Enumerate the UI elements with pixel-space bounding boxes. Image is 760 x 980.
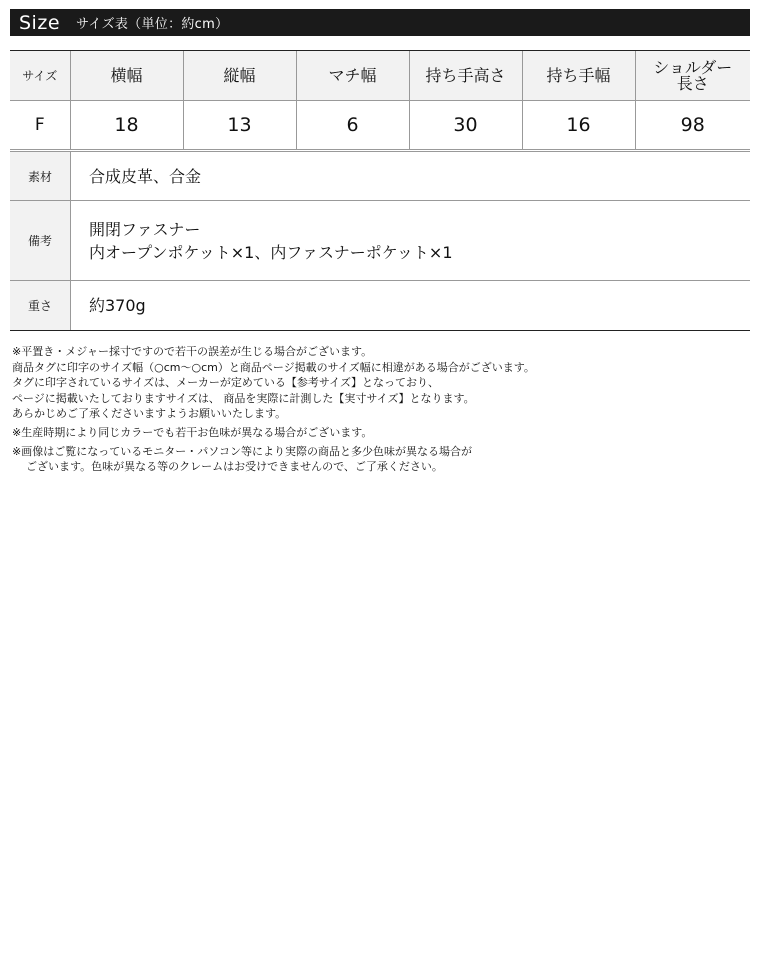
- note-monitor-line2: ございます。色味が異なる等のクレームはお受けできませんので、ご了承ください。: [26, 460, 443, 474]
- cell-height: 13: [183, 101, 296, 151]
- product-info-table: [10, 151, 750, 331]
- size-unit-subtitle: サイズ表（単位：約cm）: [76, 17, 229, 32]
- header-shoulder: ショルダー: [653, 57, 733, 77]
- size-table-row: [10, 101, 750, 151]
- header-size: サイズ: [10, 51, 70, 101]
- header-handle-height: 持ち手高さ: [409, 51, 522, 101]
- cell-handle-width: 16: [522, 101, 635, 151]
- cell-size: F: [10, 101, 70, 151]
- note-tag-size: 商品タグに印字のサイズ幅（○cm～○cm）と商品ページ掲載のサイズ幅に相違がある場合がございます。: [12, 360, 535, 374]
- note-actual-size: ページに掲載いたしておりますサイズは、 商品を実際に計測した【実寸サイズ】となります。: [12, 391, 475, 405]
- note-reference-size: タグに印字されているサイズは、メーカーが定めている【参考サイズ】となっており、: [12, 376, 440, 390]
- material-value: 合成皮革、合金: [71, 152, 751, 201]
- cell-shoulder-length: 98: [635, 101, 750, 151]
- note-color-variation: ※生産時期により同じカラーでも若干お色味が異なる場合がございます。: [12, 425, 373, 439]
- note-acknowledge: あらかじめご了承くださいますようお願いいたします。: [12, 407, 287, 421]
- cell-handle-height: 30: [409, 101, 522, 151]
- header-shoulder-length: [635, 51, 750, 101]
- cell-width: 18: [70, 101, 183, 151]
- header-handle-width: 持ち手幅: [522, 51, 635, 101]
- info-row-notes: [10, 201, 750, 281]
- weight-value: 約370g: [71, 281, 751, 331]
- size-heading: Size: [19, 11, 61, 34]
- notes-label: 備考: [10, 201, 71, 281]
- header-height: 縦幅: [183, 51, 296, 101]
- size-chart-header: [10, 9, 750, 36]
- note-measurement: ※平置き・メジャー採寸ですので若干の誤差が生じる場合がございます。: [12, 345, 373, 358]
- cell-depth: 6: [296, 101, 409, 151]
- header-length: 長さ: [676, 73, 709, 93]
- header-depth: マチ幅: [296, 51, 409, 101]
- note-monitor-line1: ※画像はご覧になっているモニター・パソコン等により実際の商品と多少色味が異なる場合が: [12, 444, 472, 458]
- notes-line-pockets: 内オープンポケット×1、内ファスナーポケット×1: [89, 242, 453, 262]
- disclaimer-notes: [12, 344, 747, 475]
- weight-label: 重さ: [10, 281, 71, 331]
- size-table: [10, 50, 750, 152]
- info-row-material: [10, 152, 750, 201]
- header-width: 横幅: [70, 51, 183, 101]
- notes-line-closure: 開閉ファスナー: [89, 219, 201, 239]
- info-row-weight: [10, 281, 750, 331]
- material-label: 素材: [10, 152, 71, 201]
- size-table-header-row: [10, 51, 750, 101]
- notes-value: [71, 201, 751, 281]
